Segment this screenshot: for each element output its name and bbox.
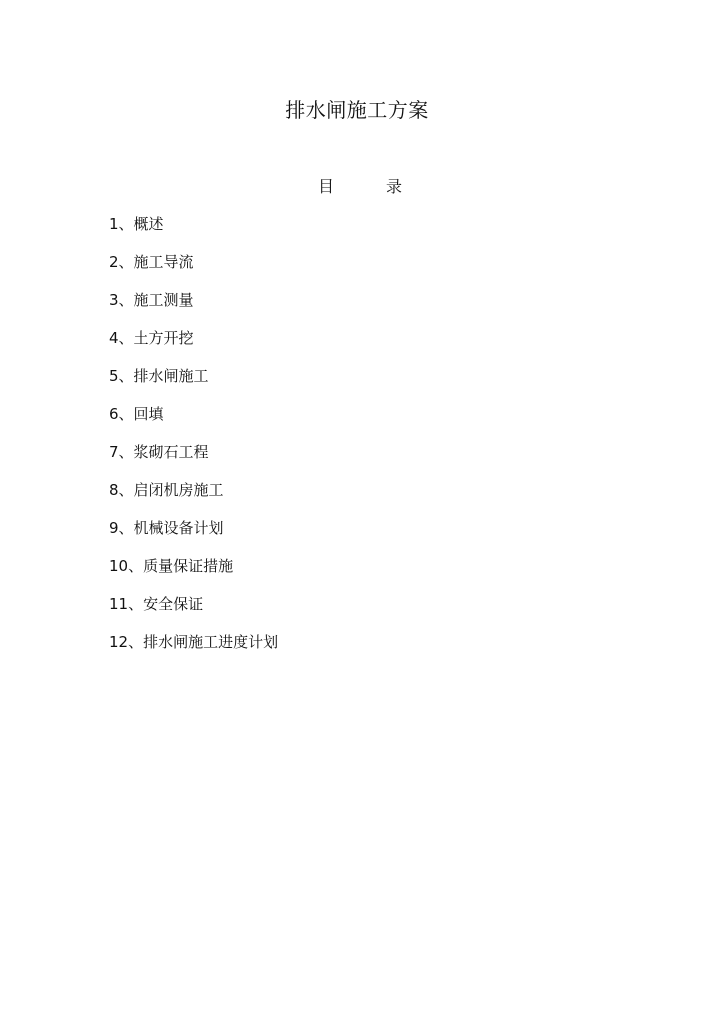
page-title: 排水闸施工方案 (285, 98, 429, 122)
toc-heading (318, 174, 402, 197)
toc-item: 12、排水闸施工进度计划 (109, 633, 279, 651)
toc-item: 8、启闭机房施工 (109, 481, 224, 499)
toc-item: 3、施工测量 (109, 291, 194, 309)
toc-item: 10、质量保证措施 (109, 557, 234, 575)
toc-heading-char-1: 目 (318, 177, 335, 196)
toc-item: 6、回填 (109, 405, 164, 423)
toc-list (109, 213, 278, 669)
toc-heading-char-2: 录 (386, 177, 403, 196)
toc-item: 5、排水闸施工 (109, 367, 209, 385)
toc-item: 11、安全保证 (109, 595, 204, 613)
toc-item: 1、概述 (109, 215, 164, 233)
toc-item: 9、机械设备计划 (109, 519, 224, 537)
toc-item: 4、土方开挖 (109, 329, 194, 347)
toc-item: 7、浆砌石工程 (109, 443, 209, 461)
toc-item: 2、施工导流 (109, 253, 194, 271)
